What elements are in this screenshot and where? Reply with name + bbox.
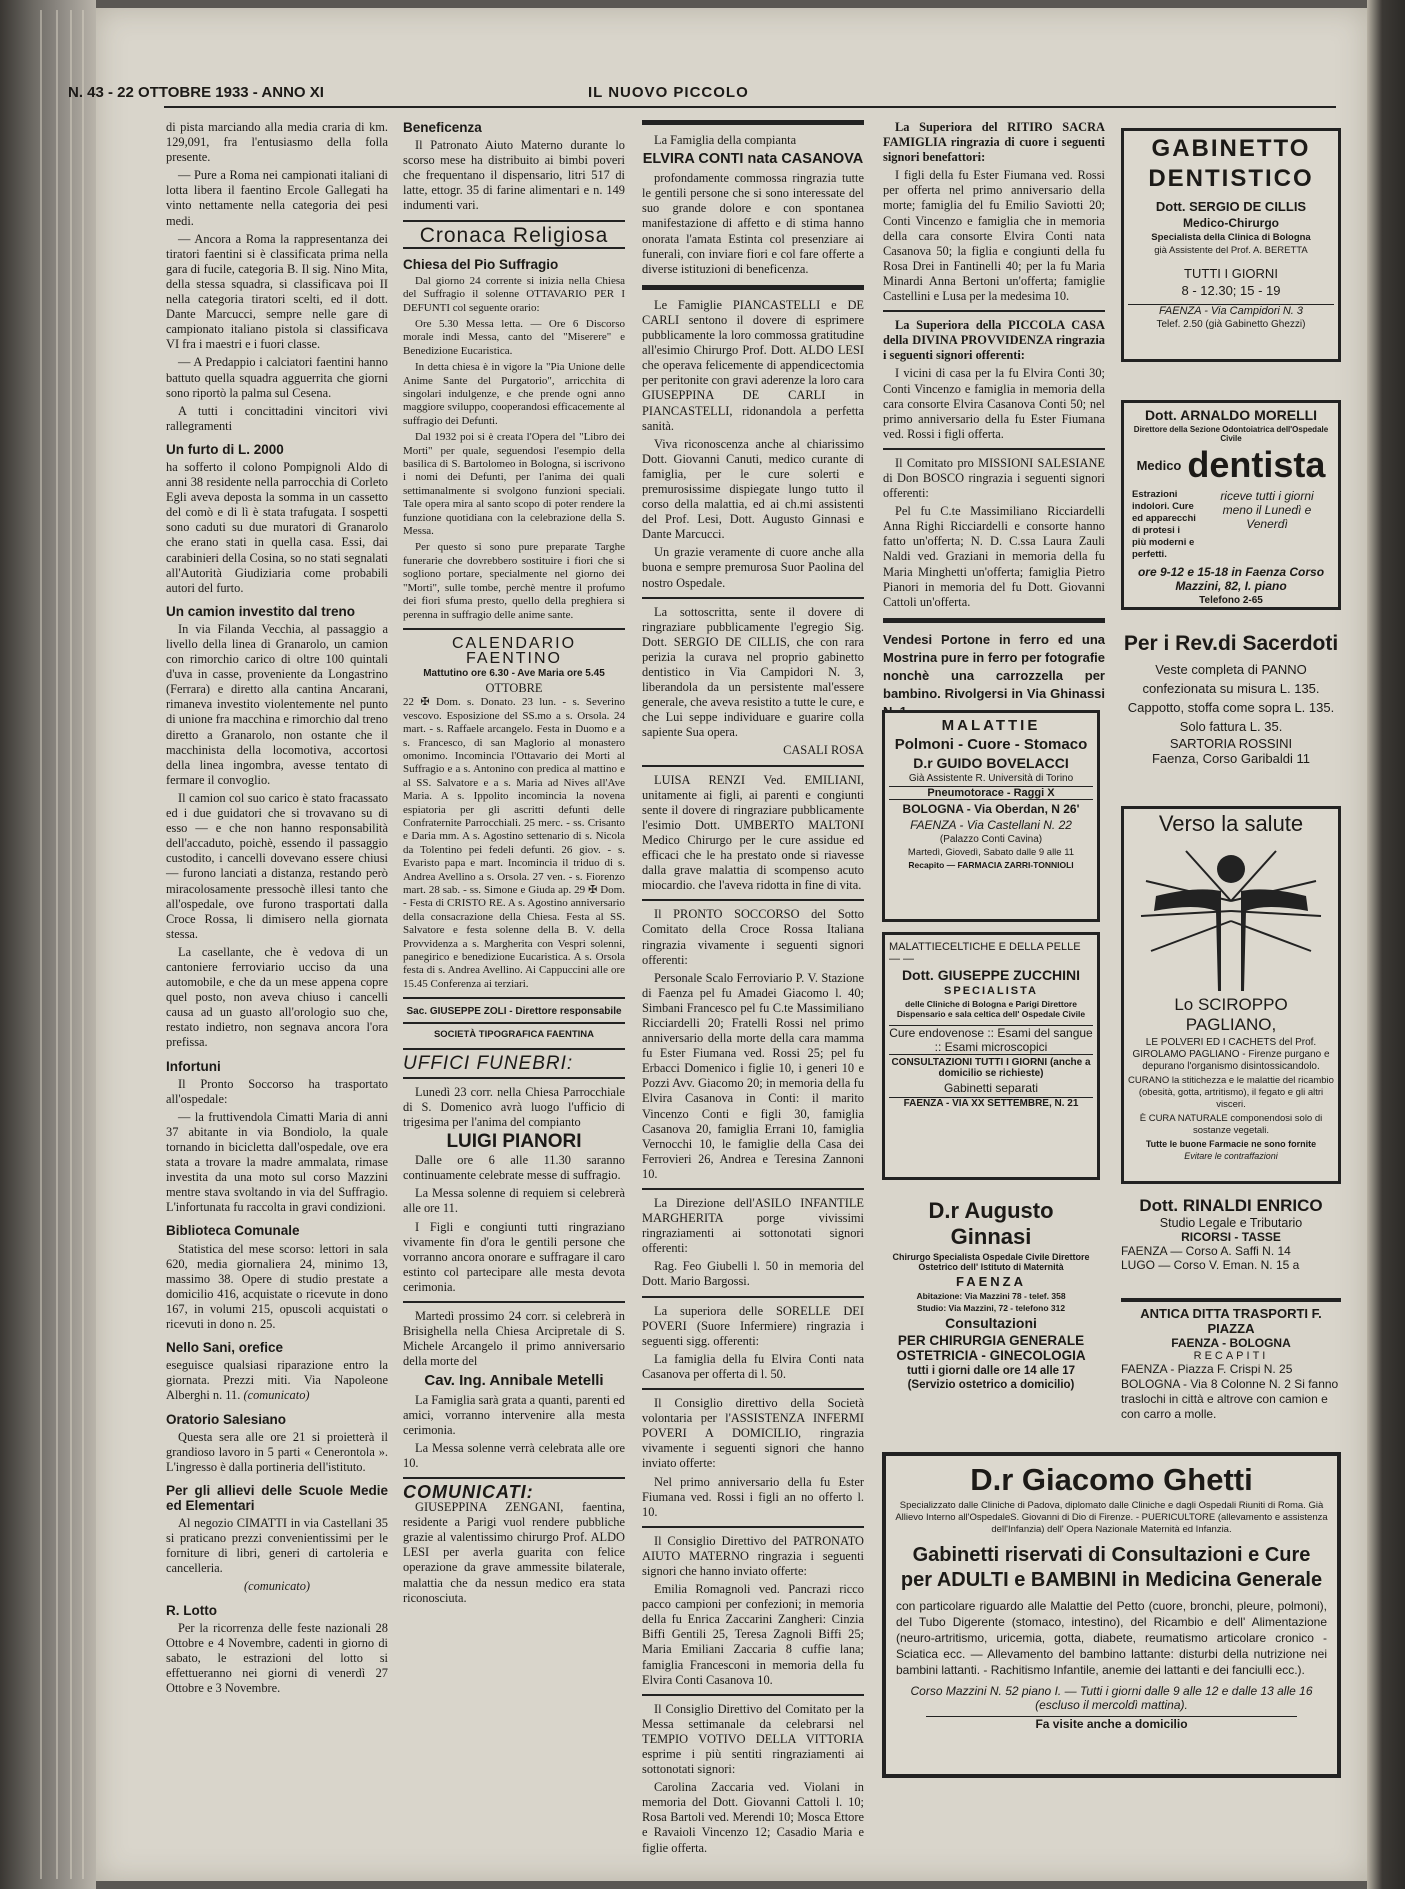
ad-text: Evitare le contraffazioni [1184, 1151, 1278, 1161]
ad-text: SARTORIA ROSSINI [1169, 736, 1293, 751]
ad-subtitle: Polmoni - Cuore - Stomaco [894, 736, 1088, 753]
article-text: — Ancora a Roma la rappresentanza dei tiratori faentini si è classificata prima nella gara di fucile, categoria B. Il sig. Nino Mita, della stessa squadra, si classificava poi II nella categoria tiratori scelti, ed il dott. Dante Marcucci, sempre nelle gare di campionato italiano pistola si classificava VI fra i maestri e i fuori classe. [166, 231, 388, 352]
headline: Nello Sani, orefice [166, 1340, 284, 1356]
article-text: profondamente commossa ringrazia tutte le gentili persone che si sono interessate del suo grande dolore e con spontanea manifestazione di affetto e di stima hanno onorata l'amata Estinta col presenziare ai funerali, con inviare fiori e col fare offerte a diverse istituzioni di beneficenza. [642, 171, 864, 276]
ad-title: GABINETTO [1151, 135, 1311, 162]
article-text: Dal giorno 24 corrente si inizia nella Chiesa del Suffragio il solenne OTTAVARIO PER I DEFUNTI col seguente orario: [403, 274, 625, 314]
ad-text: FAENZA - Via Castellani N. 22 [910, 818, 1072, 832]
article-text: LUISA RENZI Ved. EMILIANI, unitamente ai figli, ai parenti e congiunti sente il dovere di ringraziare pubblicamente l'esimio Dott. UMBERTO MALTONI Medico Chirurgo per le cure assidue ed efficaci che le ha prestato onde si riavesse dalla grave malattia di scompenso acuto miocardio. che l'aveva ridotta in fine di vita. [642, 772, 864, 893]
ad-title: Gabinetti riservati di Consultazioni e Cure [912, 1544, 1311, 1566]
article-text: Martedì prossimo 24 corr. si celebrerà in Brisighella nella Chiesa Arcipretale di S. Michele Arcangelo il primo anniversario della morte del [403, 1309, 625, 1369]
ad-text: ore 9-12 e 15-18 in Faenza Corso Mazzini, 82, I. piano [1137, 565, 1325, 593]
ad-title: ANTICA DITTA TRASPORTI F. PIAZZA [1140, 1306, 1322, 1336]
responsible-editor: Sac. GIUSEPPE ZOLI - Direttore responsabile [406, 1006, 622, 1018]
article-text: Il camion col suo carico è stato fracassato ed i due guidatori che si trovavano su di esso — e che non hanno responsabilità dell'accaduto, poichè, essendo il passaggio custodito, i cancelli dovevano essere chiusi — furono lanciati a distanza, restando però miracolosamente pressochè illesi tanto che all'ospedale, ove furono trasportati dalla Croce Rossa, li dimisero nella giornata stessa. [166, 790, 388, 941]
section-title: Cronaca Religiosa [419, 223, 609, 247]
ad-text: riceve tutti i giorni meno il Lunedì e Venerdì [1220, 489, 1314, 531]
article-text: La Superiora del RITIRO SACRA FAMIGLIA ringrazia di cuore i seguenti signori benefattori: [883, 120, 1105, 165]
printer: SOCIETÀ TIPOGRAFICA FAENTINA [433, 1028, 595, 1040]
ad-piazza [1121, 1306, 1341, 1422]
divider [642, 1694, 864, 1696]
ad-text: RICORSI - TASSE [1181, 1230, 1281, 1244]
section-title: UFFICI FUNEBRI: [403, 1052, 574, 1074]
ad-pagliano [1121, 806, 1341, 1184]
ad-text: Tutte le buone Farmacie ne sono fornite [1145, 1139, 1317, 1149]
headline: Oratorio Salesiano [166, 1411, 287, 1427]
ad-text: Veste completa di PANNO confezionata su misura L. 135. Cappotto, stoffa come sopra L. 135. Solo fattura L. 35. [1127, 662, 1335, 734]
ad-text: Medico [1136, 457, 1182, 473]
article-text: Per questo si sono pure preparate Targhe funerarie che dovrebbero sostituire i fiori che si sogliono portare, specialmente nel giorno dei "Morti", sulle tombe, perchè mentre il profumo dei fiori sfuma presto, quello della preghiera si perenna in suffragio delle anime sante. [403, 541, 625, 621]
ad-text: Abitazione: Via Mazzini 78 - telef. 358 [916, 1291, 1066, 1301]
article-text: Il Consiglio direttivo della Società volontaria per l'ASSISTENZA INFERMI POVERI A DOMICILIO, ringrazia vivamente i seguenti signori che hanno inviato offerte: [642, 1396, 864, 1471]
article-text: Personale Scalo Ferroviario P. V. Stazione di Faenza pel fu Amadei Giacomo l. 40; Simbani Francesco pel fu C.te Massimiliano Ricciardelli 20; Fratelli Rossi nel primo anniversario della morte della cara mamma fu Ester Fiumana ved. Rossi 25; pel fu Erbacci Domenico i figlie 10, i generi 10 e Pozzi Avv. Giacomo 20; in memoria della fu Elvira Casanova in Conti: il marito Vincenzo Conti e figli 30, famiglia Casanova 20, famiglia Errani 10, famiglia Vernocchi 10, le famiglie della Casa dei Ferrovieri 26, Andrea e Teresina Zannoni 10. [642, 970, 864, 1181]
issue-info: N. 43 - 22 OTTOBRE 1933 - ANNO XI [68, 84, 324, 101]
name-banner: ELVIRA CONTI nata CASANOVA [642, 151, 864, 168]
ad-text: Studio: Via Mazzini, 72 - telefono 312 [916, 1303, 1066, 1313]
article-text: Viva riconoscenza anche al chiarissimo Dott. Giovanni Canuti, medico curante di famiglia, per le cure solerti e premurosissime dispiegate lungo tutto il corso della malattia, ed ai ch.mi assistenti del Prof. Lesi, Dott. Augusto Ginnasi e Dante Marcucci. [642, 436, 864, 542]
article-text: I vicini di casa per la fu Elvira Conti 30; Conti Vincenzo e famiglia in memoria della cara consorte Elvira Casanova Conti 50; nel primo anniversario della fu Ester Fiumana ved. Rossi i figli offerta. [883, 366, 1105, 441]
headline: Un furto di L. 2000 [166, 441, 284, 457]
ad-text: È CURA NATURALE componendosi solo di sostanze vegetali. [1139, 1113, 1323, 1136]
article-text: Dalle ore 6 alle 11.30 saranno continuamente celebrate messe di suffragio. [403, 1153, 625, 1183]
ad-text: Specialista della Clinica di Bologna [1151, 232, 1311, 243]
article-text: La famiglia della fu Elvira Conti nata Casanova per offerta di l. 50. [642, 1351, 864, 1381]
ad-product: Lo SCIROPPO PAGLIANO, [1174, 995, 1288, 1034]
name-banner: LUIGI PIANORI [446, 1131, 582, 1153]
article-text: Il Consiglio Direttivo del PATRONATO AIUTO MATERNO ringrazia i seguenti signori che hanno inviato offerte: [642, 1533, 864, 1578]
ad-text: TUTTI I GIORNI [1184, 266, 1278, 281]
headline: Biblioteca Comunale [166, 1223, 300, 1239]
article-text: La casellante, che è vedova di un cantoniere ferroviario ucciso da una automobile, e che da un mese appena copre quel posto, non aveva chiuso i cancelli causa ad un guasto all'orologio suo che, restato indietro, non segnava ancora l'ora prefissa. [166, 944, 388, 1050]
divider [642, 285, 864, 290]
article-text: Statistica del mese scorso: lettori in sala 620, media giornaliera 24, minimo 13, massimo 38. Opere di studio prestate a domicilio 416, acquistate o ricevute in dono 167, in volumi 215, opuscoli acquistati o ricevuti in dono n. 25. [166, 1241, 388, 1332]
article-text: La Famiglia della compianta [654, 133, 797, 147]
divider [642, 1296, 864, 1298]
article-text: Nel primo anniversario della fu Ester Fiumana ved. Rossi i figli an no offerto l. 10. [642, 1474, 864, 1519]
article-text: Questa sera alle ore 21 si proietterà il grandioso lavoro in 5 parti « Cenerontola ». L'ingresso è dalla portineria dell'istituto. [166, 1429, 388, 1474]
classified-ad: Vendesi Portone in ferro ed una Mostrina pure in ferro per fotografie nonchè una carrozzella per bambino. Rivolgersi in Via Ghinassi [883, 631, 1105, 701]
ad-title: Verso la salute [1158, 811, 1304, 836]
ad-rinaldi [1121, 1196, 1341, 1272]
ad-text: Telefono 2-65 [1199, 595, 1263, 606]
ad-text: LE POLVERI ED I CACHETS del Prof. GIROLAMO PAGLIANO - Firenze purgano e depurano l'organismo disintossicandolo. [1132, 1037, 1330, 1072]
ad-text: già Assistente del Prof. A. BERETTA [1154, 245, 1308, 256]
section-title: COMUNICATI: [403, 1481, 534, 1502]
article-text: Ore 5.30 Messa letta. — Ore 6 Discorso morale indi Messa, canto del "Miserere" e Benedizione Eucaristica. [403, 317, 625, 357]
article-text: I Figli e congiunti tutti ringraziano vivamente fin d'ora le gentili persone che vorranno ancora onorare e suffragare il caro estinto col partecipare alle mesta devota cerimonia. [403, 1219, 625, 1294]
divider [403, 1048, 625, 1050]
ad-ghetti [882, 1452, 1341, 1778]
column-4 [883, 120, 1105, 724]
ad-text: 8 - 12.30; 15 - 19 [1181, 283, 1281, 298]
ad-title: DENTISTICO [1148, 165, 1314, 192]
ad-text: RECAPITI [1193, 1350, 1269, 1362]
ad-text: Direttore della Sezione Odontoiatrica dell'Ospedale Civile [1133, 425, 1329, 443]
ad-text: Chirurgo Specialista Ospedale Civile Direttore Ostetrico dell' Istituto di Maternità [892, 1252, 1090, 1272]
article-text: Lunedì 23 corr. nella Chiesa Parrocchiale di S. Domenico avrà luogo l'ufficio di trigesima per l'anima del compianto [403, 1084, 625, 1129]
ad-text: Estrazioni indolori. Cure ed apparecchi di protesi i più moderni e perfetti. [1132, 489, 1196, 560]
ad-de-cillis [1121, 128, 1341, 362]
headline: Infortuni [166, 1058, 221, 1074]
divider [642, 120, 864, 125]
headline: Beneficenza [403, 120, 482, 135]
calendar-month: OTTOBRE [485, 681, 543, 696]
article-text: Il Comitato pro MISSIONI SALESIANE di Don BOSCO ringrazia i seguenti signori offerenti: [883, 455, 1105, 501]
calendar-entries: 22 ✠ Dom. s. Donato. 23 lun. - s. Severino vescovo. Esposizione del SS.mo a s. Orsola. 24 mart. - s. Raffaele arcangelo. Festa in Duomo e a s. Francesco, di san Magloriо al monastero omonimo. Incomincia l'Ottavario dei Morti al Suffragio e a s. Antonino con predica al mattino e al SS. Salvatore e a s. Maria ad Nives all'Ave Maria. A s. Ippolito incomincia la novena espiatoria per gli ascritti defunti delle Confraternite Parrocchiali. 25 merc. - ss. Crisanto e Daria mm. A s. Agostino settenario di s. Nicola da Tolentino pei fedeli defunti. 26 giov. - s. Evaristo papa e mart. Incomincia il triduo di s. Andrea Avellino a s. Orsola. 27 ven. - s. Fiorenzo mart. 28 sab. - ss. Simone e Giuda ap. 29 ✠ Dom. - Festa di CRISTO RE. A s. Agostino anniversario della consacrazione della Chiesa. Festa al SS. Salvatore e festa solenne della B. V. della Provvidenza a s. Margherita con Vespri solenni, panegirico e benedizione Eucaristica. A s. Orsola festa di s. Andrea Avellino. Ai Cappuccini alle ore 15.45 Conferenza ai terziari. [403, 696, 625, 990]
divider [403, 997, 625, 999]
ad-text: Fa visite anche a domicilio [926, 1716, 1297, 1731]
ad-text: FAENZA - VIA XX SETTEMBRE, N. 21 [889, 1097, 1093, 1109]
article-text: ha sofferto il colono Pompignoli Aldo di anni 38 residente nella parrocchia di Corleto Egli aveva deposta la somma in un cassetto del comò e di lì è stata trafugata. I sospetti sono caduti su due muratori di Granarolo che erano stati in quella casa. Essi, dai carabinieri della Cosina, so no stati segnalati all'Autorità Giudiziaria come probabili autori del furto. [166, 459, 388, 595]
article-text: In detta chiesa è in vigore la "Pia Unione delle Anime Sante del Purgatorio", arricchita di singolari indulgenze, e che prende ogni anno maggiore sviluppo, cooperandosi efficacemente al suffragio dei Defunti. [403, 361, 625, 427]
name-banner: Cav. Ing. Annibale Metelli [424, 1372, 604, 1390]
comunicato-tag: (comunicato) [243, 1579, 311, 1594]
header-rule [164, 106, 1336, 108]
ad-doctor: D.r Giacomo Ghetti [970, 1462, 1253, 1497]
article-text: La sottoscritta, sente il dovere di ringraziare pubblicamente l'egregio Sig. Dott. SERGIO DE CILLIS, che con rara perizia la curava nel proprio gabinetto dentistico in Via Campidori N. 3, liberandola da un persistente mal'essere generale, che aveva resistito a tutte le cure, e che Lui seppe individuare e guarire colla sapiente Sua opera. [642, 604, 864, 740]
article-text: La superiora delle SORELLE DEI POVERI (Suore Infermiere) ringrazia i seguenti sigg. offerenti: [642, 1303, 864, 1348]
ad-text: Gabinetti separati [943, 1081, 1039, 1095]
divider [642, 1388, 864, 1390]
divider [883, 310, 1105, 312]
divider [883, 618, 1105, 623]
divider [642, 765, 864, 767]
page-header [68, 78, 1334, 104]
headline: Chiesa del Pio Suffragio [403, 256, 559, 272]
article-text: In via Filanda Vecchia, al passaggio a livello della linea di Granarolo, un camion con rimorchio carico di oltre 100 quintali d'uva in casse, proveniente da Longastrino (Ferrara) e diretto alla cantina Ancarani, rimaneva investito violentemente nel punto di unione fra macchina e rimorchio dal treno diretto a Granarolo, non ostante che il macchinista della locomotiva, accortosi della linea ingombra, avesse tentato di fermare il convoglio. [166, 621, 388, 787]
ad-text: Studio Legale e Tributario [1159, 1216, 1303, 1230]
divider [642, 1188, 864, 1190]
article-text [166, 1358, 388, 1403]
ad-text: Recapito — FARMACIA ZARRI-TONNIOLI [908, 860, 1074, 870]
calendar-title: CALENDARIO FAENTINO [451, 634, 577, 667]
divider [403, 1301, 625, 1303]
ad-text: Corso Mazzini N. 52 piano I. — Tutti i giorni dalle 9 alle 12 e dalle 13 alle 16 (escluso il mercoldì mattina). [910, 1684, 1313, 1712]
column-1 [166, 120, 388, 1699]
article-text: La Direzione dell'ASILO INFANTILE MARGHERITA porge vivissimi ringraziamenti ai sottonotati signori offerenti: [642, 1196, 864, 1256]
figure-illustration [1126, 841, 1336, 991]
ad-text: Pneumotorace - Raggi X [889, 786, 1093, 800]
ad-text: FAENZA [956, 1274, 1026, 1289]
article-text: Pel fu C.te Massimiliano Ricciardelli Anna Righi Ricciardelli e consorte hanno fatto un'offerta; N. D. C.ssa Laura Zauli Naldi ved. Graziani in memoria della fu Maria Minghetti un'offerta; famiglia Pietro Pianori in memoria del fu Dott. Giovanni Cattoli un'offerta. [883, 504, 1105, 609]
ad-text: tutti i giorni dalle ore 14 alle 17 [906, 1365, 1076, 1377]
ad-text: FAENZA - BOLOGNA [1171, 1336, 1291, 1350]
ad-text: FAENZA - Via Campidori N. 3 [1128, 304, 1334, 317]
divider [403, 628, 625, 630]
ad-bovelacci [882, 710, 1100, 922]
article-text: I figli della fu Ester Fiumana ved. Rossi per offerta nel primo anniversario della morte; famiglia del fu Emilio Saviotti 20; Conti Vincenzo e famiglia che in memoria della cara consorte Elvira Conti nata Casanova 50; la figlia e congiunti della fu Rosa Drei in Fantinelli 40; per la fu Maria Minardi Anna Bertoni un'offerta; famiglie Castellini e Lusa per la medesima 10. [883, 168, 1105, 304]
headline: Per gli allievi delle Scuole Medie ed Elementari [166, 1482, 388, 1513]
divider [403, 1022, 625, 1024]
article-text: Emilia Romagnoli ved. Pancrazi ricco pacco campioni per confezioni; in memoria della fu Enrica Zaccarini Zangheri: Cinzia Biffi Gentili 25, Teresa Zagnoli Biffi 25; Maria Emiliani Zaccaria 8 cuffie lana; famiglia Francesconi in memoria della fu Elvira Conti Casanova 10. [642, 1582, 864, 1687]
book-binding [0, 0, 96, 1889]
headline: Un camion investito dal treno [166, 603, 356, 619]
ad-text: Cure endovenose :: Esami del sangue :: Esami microscopici [889, 1026, 1093, 1054]
ad-morelli [1121, 400, 1341, 610]
divider [642, 899, 864, 901]
article-text: Per la ricorrenza delle feste nazionali 28 Ottobre e 4 Novembre, cadenti in giorno di sabato, le estrazioni del lotto si effettueranno nei giorni di venerdì 27 Ottobre e 3 Novembre. [166, 1620, 388, 1695]
ad-doctor: D.r GUIDO BOVELACCI [913, 755, 1069, 771]
ad-title: MALATTIE [941, 717, 1041, 734]
headline: R. Lotto [166, 1602, 217, 1618]
article-text: — la fruttivendola Cimatti Maria di anni 37 abitante in via Bondiolo, la quale tornando in bicicletta dall'ospedale, ove era stata a trovare la madre ammalata, rimase investita da una moto sul corso Mazzini mentre stava svoltando in via del Suffragio. L'infortunata fu raccolta in gravi condizioni. [166, 1109, 388, 1215]
ad-text: Faenza, Corso Garibaldi 11 [1151, 751, 1310, 766]
article-text: di pista marciando alla media craria di km. 129,091, fra l'entusiasmo della folla presente. [166, 120, 388, 165]
article-text: Un grazie veramente di cuore anche alla buona e sempre premurosa Suor Paolina del nostro Ospedale. [642, 545, 864, 590]
column-2 [403, 120, 625, 1609]
sani-text: eseguisce qualsiasi riparazione entro la giornata. Prezzi miti. Via Napoleone Alberghi n. 11. [166, 1358, 388, 1403]
divider [642, 597, 864, 599]
page-edge [1367, 0, 1405, 1889]
divider [1121, 1298, 1341, 1302]
ad-text: CURANO la stitichezza e le malattie del ricambio (obesità, gotta, artritismo), il fegato e gli altri visceri. [1128, 1075, 1334, 1110]
ad-text: BOLOGNA - Via Oberdan, N 26' [902, 802, 1080, 816]
article-text: Dal 1932 poi si è creata l'Opera del "Libro dei Morti" per quale, seguendosi l'esempio della basilica di S. Bartolomeo in Bologna, si iscrivono i nomi dei Defunti, per l'anima dei quali settimanalmente si svolgono funzioni speciali. Tale opera mira al santo scopo di poter rendere la funzione quotidiana con la celebrazione della S. Messa. [403, 431, 625, 538]
ad-title: per ADULTI e BAMBINI in Medicina Generale [900, 1569, 1323, 1591]
article-text: La Superiora della PICCOLA CASA della DIVINA PROVVIDENZA ringrazia i seguenti signori offerenti: [883, 318, 1105, 363]
ad-text: CONSULTAZIONI TUTTI I GIORNI (anche a domicilio se richieste) [891, 1057, 1091, 1079]
article-text: Il Consiglio Direttivo del Comitato per la Messa settimanale da celebrarsi nel TEMPIO VOTIVO DELLA VITTORIA esprime i più sentiti ringraziamenti ai sottonotati signori: [642, 1701, 864, 1777]
signature: CASALI ROSA [783, 743, 864, 758]
divider [403, 220, 625, 222]
ad-title: dentista [1187, 444, 1326, 485]
ad-title: Per i Rev.di Sacerdoti [1123, 632, 1339, 655]
article-text: A tutti i concittadini vincitori vivi rallegramenti [166, 403, 388, 433]
ad-text: FAENZA — Corso A. Saffi N. 14 [1121, 1244, 1291, 1258]
ad-title: MALATTIECELTICHE E DELLA PELLE — — [889, 941, 1081, 965]
article-text: GIUSEPPINA ZENGANI, faentina, residente a Parigi vuol rendere pubbliche grazie al valentissimo chirurgo Prof. ALDO LESI per averla guarita con felice operazione da grave ammessite bilaterale, malattia che da nessun medico era stata riconosciuta. [403, 1500, 625, 1605]
ad-ginnasi [882, 1196, 1100, 1438]
divider [883, 448, 1105, 450]
ad-text: delle Cliniche di Bologna e Parigi Direttore Dispensario e sala celtica dell' Ospedale Civile [896, 999, 1086, 1019]
divider [403, 1077, 625, 1079]
article-text: Rag. Feo Giubelli l. 50 in memoria del Dott. Mario Bargossi. [642, 1259, 864, 1289]
ad-text: (Palazzo Conti Cavina) [939, 834, 1043, 845]
ad-text: Già Assistente R. Università di Torino [908, 773, 1074, 784]
ad-doctor: Dott. SERGIO DE CILLIS [1155, 199, 1307, 214]
column-3 [642, 120, 864, 1859]
article-text: Le Famiglie PIANCASTELLI e DE CARLI sentono il dovere di esprimere pubblicamente la loro commossa gratitudine all'esimio Chirurgo Prof. Dott. ALDO LESI che operava felicemente di appendicectomia per peritonite con gravi aderenze la loro cara GIUSEPPINA DE CARLI in PIANCASTELLI, ridonandola a perfetta sanità. [642, 297, 864, 433]
article-text: La Messa solenne di requiem si celebrerà alle ore 11. [403, 1186, 625, 1216]
divider [403, 1477, 625, 1479]
article-text: La Famiglia sarà grata a quanti, parenti ed amici, vorranno intervenire alla mesta cerimonia. [403, 1392, 625, 1437]
ad-text: Consultazioni [945, 1315, 1037, 1331]
ad-doctor: Dott. ARNALDO MORELLI [1144, 407, 1318, 423]
article-text: La Messa solenne verrà celebrata alle ore 10. [403, 1440, 625, 1470]
divider [642, 1526, 864, 1528]
article-text: Carolina Zaccaria ved. Violani in memoria del Dott. Giovanni Cattoli l. 10; Rosa Bartoli ved. Merendi 10; Mosca Ettore e Ravaioli Vincenzo 12; Casadio Maria e figlie offerta. [642, 1780, 864, 1855]
ad-text: FAENZA - Piazza F. Crispi N. 25 BOLOGNA - Via 8 Colonne N. 2 Si fanno traslochi in città e altrove con camion e con carro a molle. [1121, 1362, 1339, 1421]
comunicato-tag: (comunicato) [243, 1388, 310, 1403]
ad-text: Medico-Chirurgo [1183, 216, 1279, 230]
divider [403, 247, 625, 249]
ad-zucchini [882, 932, 1100, 1180]
ad-sartoria [1121, 632, 1341, 766]
article-text: Il Patronato Aiuto Materno durante lo scorso mese ha distribuito ai bimbi poveri che frequentano il dispensario, litri 517 di latte, ettogr. 35 di farine alimentari e n. 149 indumenti vari. [403, 138, 625, 213]
ad-text: Martedì, Giovedì, Sabato dalle 9 alle 11 [907, 847, 1075, 858]
article-text: Il PRONTO SOCCORSO del Sotto Comitato della Croce Rossa Italiana ringrazia vivamente i seguenti signori offerenti: [642, 907, 864, 967]
article-text: — A Predappio i calciatori faentini hanno battuto quella squadra agguerrita che giorni sono riportò la palma sul Cesena. [166, 355, 388, 400]
ad-doctor: D.r Augusto Ginnasi [928, 1198, 1054, 1249]
ad-text: PER CHIRURGIA GENERALE OSTETRICIA - GINECOLOGIA [896, 1333, 1086, 1363]
ad-text: LUGO — Corso V. Eman. N. 15 a [1121, 1258, 1300, 1272]
ad-doctor: Dott. GIUSEPPE ZUCCHINI [901, 967, 1081, 983]
calendar-subtitle: Mattutino ore 6.30 - Ave Maria ore 5.45 [423, 668, 605, 680]
article-text: Al negozio CIMATTI in via Castellani 35 si praticano prezzi convenientissimi per le forniture di libri, generi di cartoleria e cancelleria. [166, 1516, 388, 1576]
ad-text: Specializzato dalle Cliniche di Padova, diplomato dalle Cliniche e dagli Ospedali Riuniti di Roma. Già Allievo Interno all'OspedaleS. Giovanni di Dio di Firenze. - PUERICULTORE (allevamento e assistenza dell'Infanzia) dell' Opera Nazionale Maternità ed Infanzia. [895, 1500, 1328, 1535]
ad-text: con particolare riguardo alle Malattie del Petto (cuore, bronchi, pleure, polmoni), del Tubo Digerente (stomaco, intestino), del Ricambio e dell' Alimentazione (neuro-artritismo, uricemia, gotta, diabete, reumatismo articolare cronico - Sciatica ecc. — Allevamento del bambino lattante: disturbi della nutrizione nei bambini lattanti. - Rachitismo Infantile, anemie dei lattanti e dei fanciulli ecc.). [896, 1599, 1327, 1677]
ad-text: SPECIALISTA [944, 985, 1038, 997]
article-text: — Pure a Roma nei campionati italiani di lotta libera il faentino Ercole Gallegati ha vinto nettamente nella categoria dei pesi medi. [166, 168, 388, 228]
masthead: IL NUOVO PICCOLO [588, 84, 749, 101]
ad-text: Telef. 2.50 (già Gabinetto Ghezzi) [1156, 319, 1306, 330]
ad-doctor: Dott. RINALDI ENRICO [1139, 1196, 1323, 1215]
article-text: Il Pronto Soccorso ha trasportato all'ospedale: [166, 1076, 388, 1106]
ad-text: (Servizio ostetrico a domicilio) [907, 1379, 1075, 1391]
